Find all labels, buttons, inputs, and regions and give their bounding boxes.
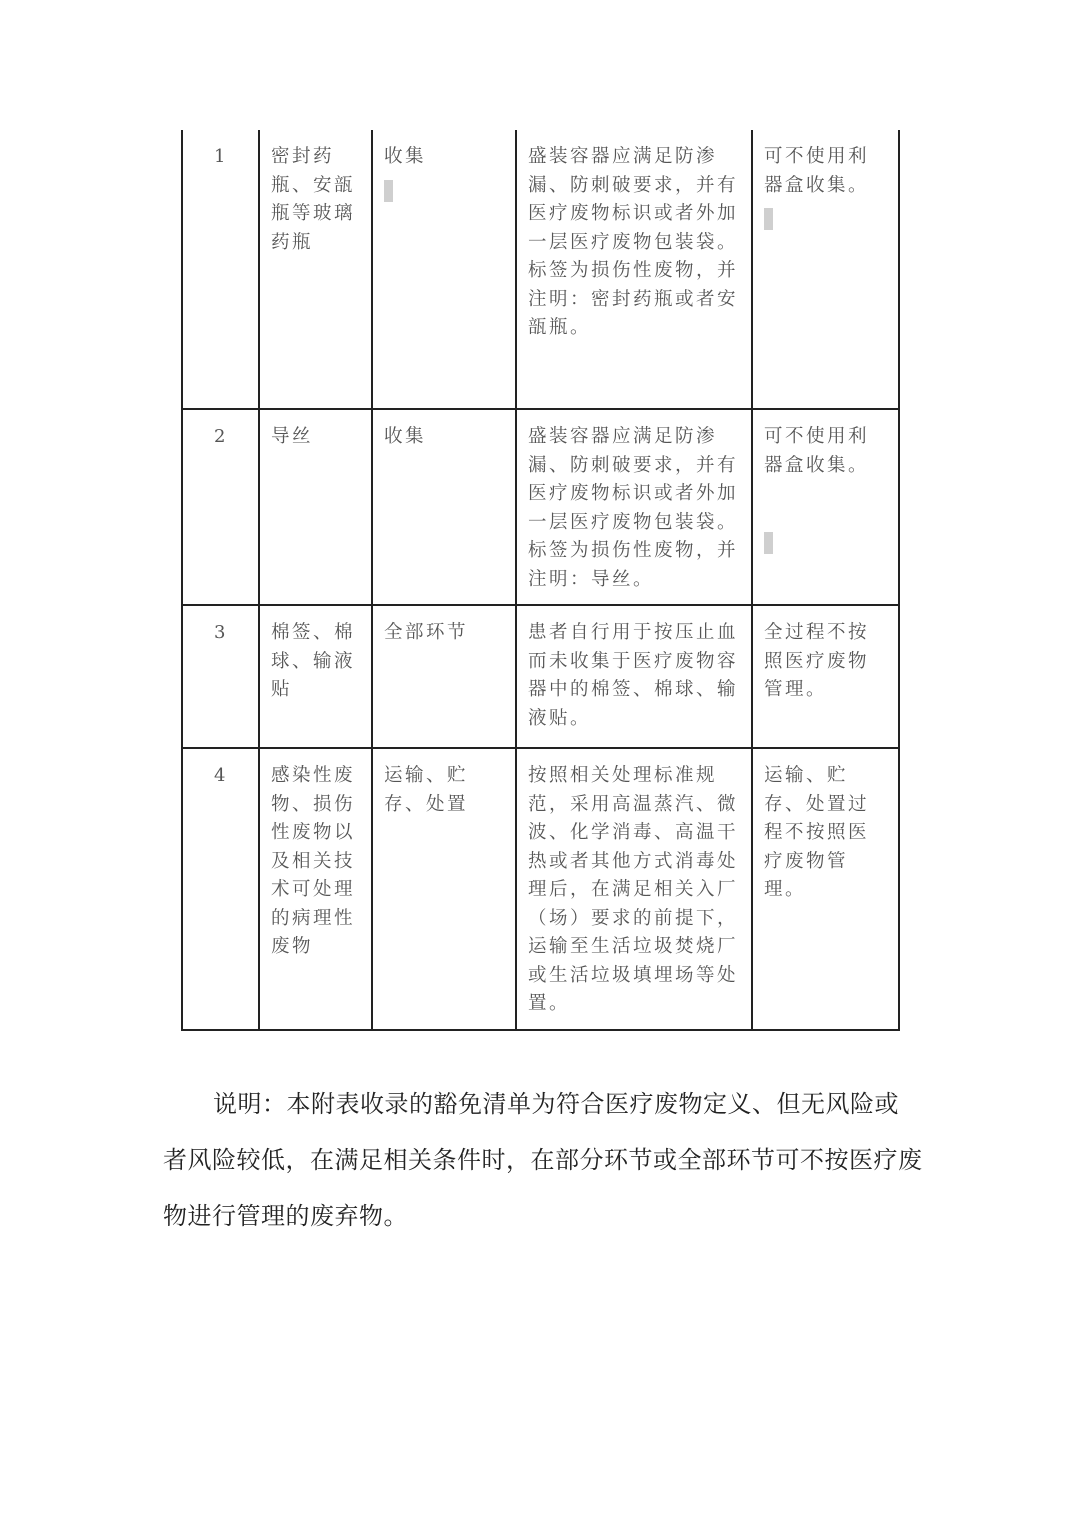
table-row (182, 748, 899, 1030)
table-row (182, 409, 899, 605)
cursor-mark (764, 208, 773, 230)
cursor-mark (764, 532, 773, 554)
exempt-content: 全过程不按照医疗废物管理。 (752, 605, 899, 748)
row-number: 3 (182, 605, 259, 748)
exempt-content: 运输、贮存、处置过程不按照医疗废物管理。 (752, 748, 899, 1030)
exemption-table-container (181, 130, 898, 1031)
exempt-stage: 全部环节 (372, 605, 516, 748)
waste-name: 密封药瓶、安瓿瓶等玻璃药瓶 (259, 130, 372, 409)
exempt-stage (372, 130, 516, 409)
exempt-stage-text: 收集 (384, 146, 427, 167)
exemption-table (181, 130, 900, 1031)
exempt-condition: 盛装容器应满足防渗漏、防刺破要求，并有医疗废物标识或者外加一层医疗废物包装袋。标签为损伤性废物，并注明：密封药瓶或者安瓿瓶。 (516, 130, 752, 409)
exempt-stage: 收集 (372, 409, 516, 605)
row-number: 1 (182, 130, 259, 409)
table-row (182, 130, 899, 409)
exempt-condition: 盛装容器应满足防渗漏、防刺破要求，并有医疗废物标识或者外加一层医疗废物包装袋。标签为损伤性废物，并注明：导丝。 (516, 409, 752, 605)
waste-name: 棉签、棉球、输液贴 (259, 605, 372, 748)
exempt-condition: 按照相关处理标准规范，采用高温蒸汽、微波、化学消毒、高温干热或者其他方式消毒处理后，在满足相关入厂（场）要求的前提下，运输至生活垃圾焚烧厂或生活垃圾填埋场等处置。 (516, 748, 752, 1030)
exempt-stage: 运输、贮存、处置 (372, 748, 516, 1030)
exempt-content-text: 可不使用利器盒收集。 (764, 146, 870, 196)
waste-name: 感染性废物、损伤性废物以及相关技术可处理的病理性废物 (259, 748, 372, 1030)
row-number: 2 (182, 409, 259, 605)
cursor-mark (384, 180, 393, 202)
table-row (182, 605, 899, 748)
explanatory-note: 说明：本附表收录的豁免清单为符合医疗废物定义、但无风险或者风险较低，在满足相关条件时，在部分环节或全部环节可不按医疗废物进行管理的废弃物。 (163, 1090, 923, 1230)
row-number: 4 (182, 748, 259, 1030)
exempt-content-text: 可不使用利器盒收集。 (764, 426, 870, 476)
waste-name: 导丝 (259, 409, 372, 605)
exempt-content (752, 130, 899, 409)
exempt-content (752, 409, 899, 605)
exempt-condition: 患者自行用于按压止血而未收集于医疗废物容器中的棉签、棉球、输液贴。 (516, 605, 752, 748)
